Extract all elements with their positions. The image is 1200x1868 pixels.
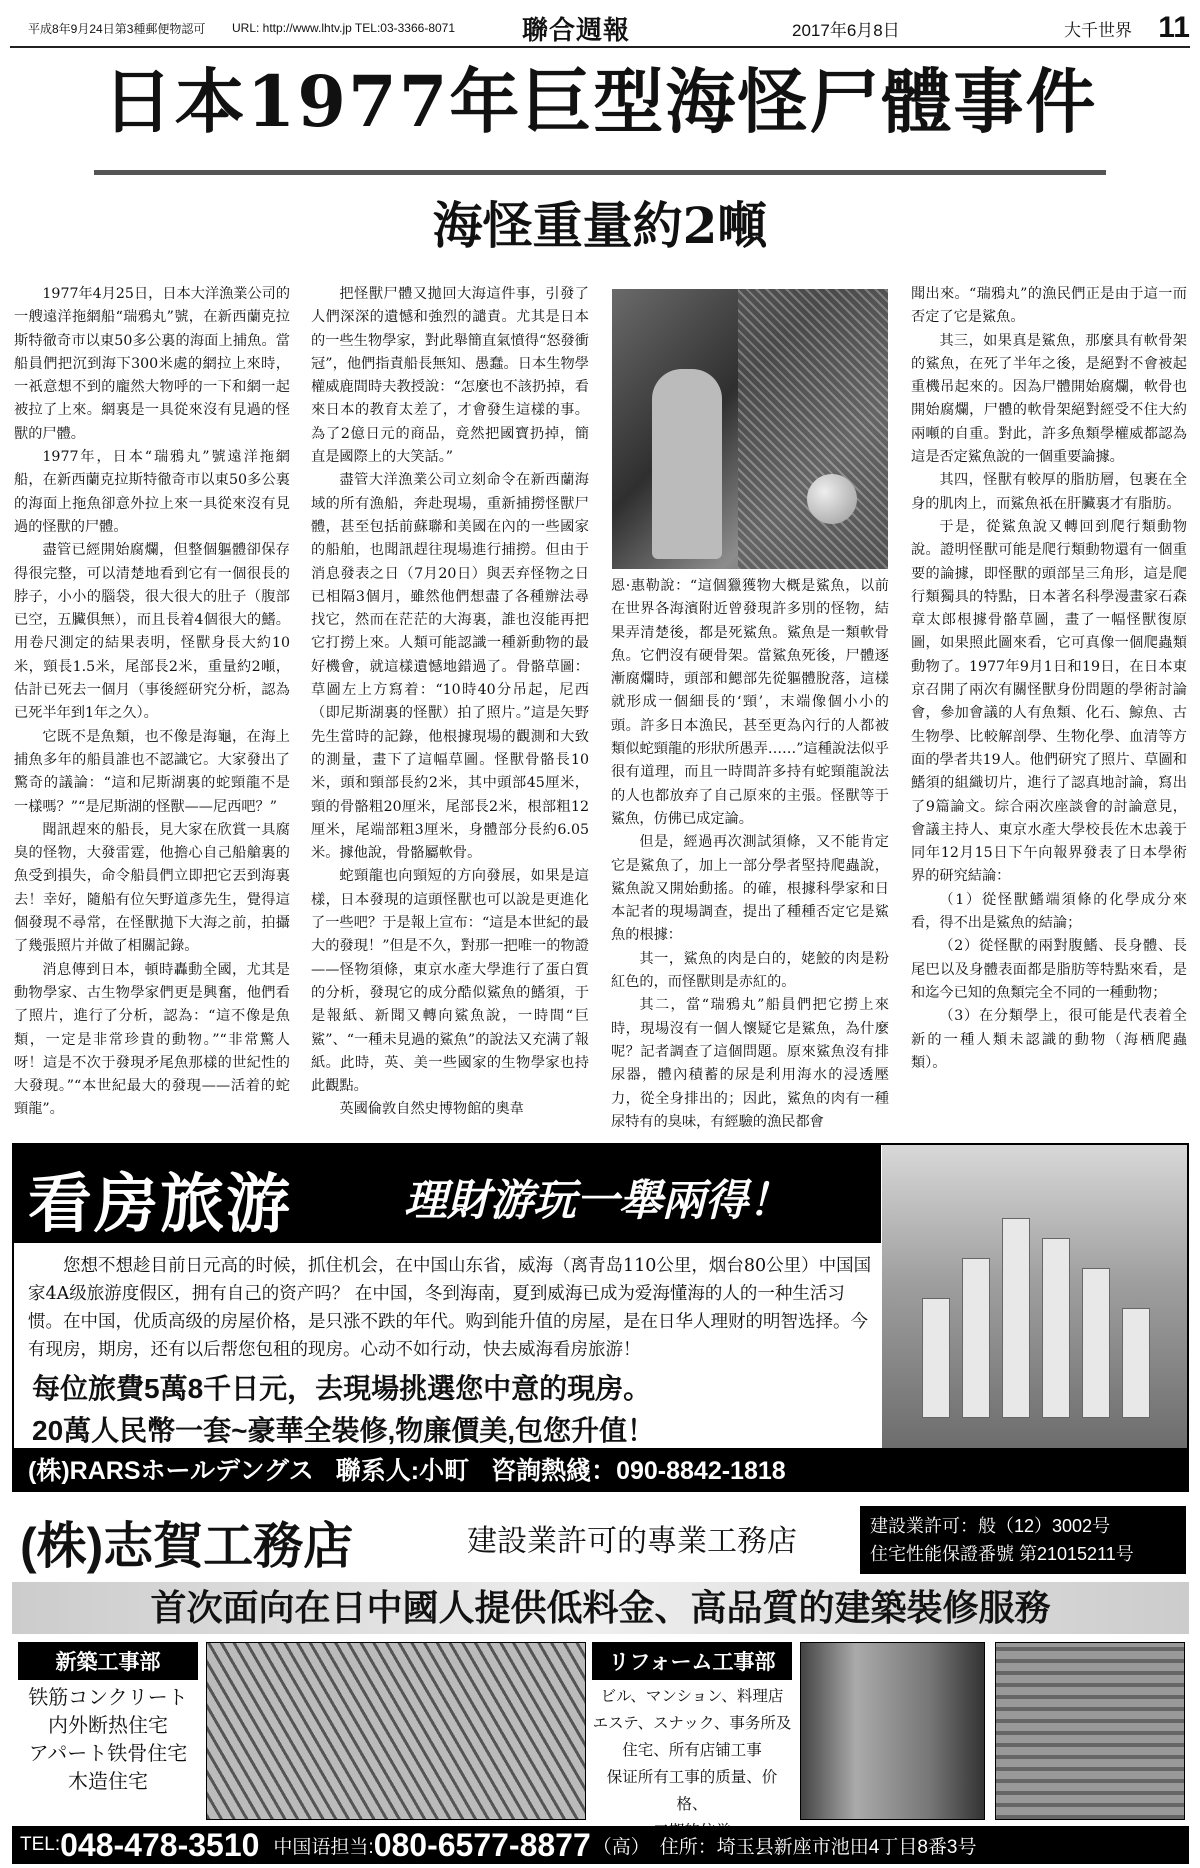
ad-title: 看房旅游 [28, 1168, 292, 1240]
license-box [860, 1506, 1186, 1574]
ad-company: (株)RARSホールデングス [28, 1457, 314, 1485]
ad-hotline[interactable]: 咨詢熱綫：090-8842-1818 [491, 1457, 786, 1485]
ad-subtitle: 理財游玩一舉兩得！ [404, 1177, 791, 1225]
tower [1082, 1268, 1110, 1418]
tel-number[interactable]: 048-478-3510 [60, 1826, 260, 1863]
paragraph: 聞訊趕來的船長，見大家在欣賞一具腐臭的怪物，大發雷霆，他擔心自己船艙裏的魚受到損失，命令船員們立即把它丟到海裏去！幸好，隨船有位矢野道彥先生，覺得這個發現不尋常，在怪獸拋下大海之前，拍攝了幾張照片并做了相關記錄。 [14, 821, 290, 955]
issue-date: 2017年6月8日 [792, 20, 900, 40]
ad-contact-bar [14, 1448, 1187, 1490]
builder-advertisement [12, 1500, 1189, 1864]
url-line[interactable]: URL: http://www.lhtv.jp TEL:03-3366-8071 [232, 21, 456, 35]
builder-contact-bar [12, 1826, 1189, 1864]
cn-tel-label: 中国语担当: [273, 1836, 374, 1858]
paragraph: 它既不是魚類，也不像是海龜，在海上捕魚多年的船員誰也不認識它。大家發出了驚奇的議論：“這和尼斯湖裏的蛇頸龍不是一樣嗎？”“是尼斯湖的怪獸——尼西吧？” [14, 728, 290, 815]
paragraph: 消息傳到日本，頓時轟動全國，尤其是動物學家、古生物學家們更是興奮，他們看了照片，進行了分析，認為：“這不像是魚類，一定是非常珍貴的動物。”“非常驚人呀！這是不次于發現矛尾魚那樣的世紀性的大發現。”“本世紀最大的發現——活着的蛇頸龍”。 [14, 961, 290, 1118]
service-item: エステ、スナック、事务所及 [592, 1714, 792, 1732]
license-line: 住宅性能保證番號 第21015211号 [870, 1544, 1134, 1564]
paragraph: 其二，當“瑞鴉丸”船員們把它撈上來時，現場沒有一個人懷疑它是鯊魚，為什麼呢？記者調查了這個問題。原來鯊魚沒有排尿器，體內積蓄的尿是利用海水的浸透壓力，從全身排出的；因此，鯊魚的肉有一種尿特有的臭味，有經驗的漁民都會 [611, 997, 889, 1130]
ad-body [28, 1252, 874, 1364]
headline-rule [94, 170, 1106, 175]
builder-address: 住所：埼玉县新座市池田4丁目8番3号 [659, 1836, 977, 1858]
tower [1122, 1308, 1150, 1418]
paragraph: 其四，怪獸有較厚的脂肪層，包裹在全身的肌肉上，而鯊魚祇在肝臟裏才有脂肪。 [911, 472, 1187, 512]
paragraph: 把怪獸尸體又拋回大海這件事，引發了人們深深的遺憾和強烈的譴責。尤其是日本的一些生物學家，對此舉簡直氣憤得“怒發衝冠”，他們指責船長無知、愚蠢。日本生物學權威鹿間時夫教授說：“怎麼也不該扔掉，看來日本的教育太差了，才會發生這樣的事。為了2億日元的商品，竟然把國寶扔掉，簡直是國際上的大笑話。” [311, 286, 589, 466]
article-column-3 [611, 575, 889, 1134]
paragraph: 其一，鯊魚的肉是白的，姥鮫的肉是粉紅色的，而怪獸則是赤紅的。 [611, 950, 889, 991]
paragraph: 盡管已經開始腐爛，但整個軀體卻保存得很完整，可以清楚地看到它有一個很長的脖子，小小的腦袋，很大很大的肚子（腹部已空，五臟俱無），而且長着4個很大的鰭。用卷尺測定的結果表明，怪獸身長大約10米，頸長1.5米，尾部長2米，重量約2噸，估計已死去一個月（事後經研究分析，認為已死半年到1年之久）。 [14, 542, 290, 722]
builder-tagline: 建設業許可的專業工務店 [467, 1524, 797, 1559]
paragraph: 聞出來。“瑞鴉丸”的漁民們正是由于這一而否定了它是鯊魚。 [911, 286, 1187, 326]
ad-title-band [14, 1145, 881, 1243]
reform-label: リフォーム工事部 [592, 1642, 792, 1680]
exterior-wall-photo [995, 1642, 1185, 1820]
paragraph: 盡管大洋漁業公司立刻命令在新西蘭海域的所有漁船，奔赴現場，重新捕撈怪獸尸體，甚至包括前蘇聯和美國在內的一些國家的船舶，也聞訊趕往現場進行捕撈。但由于消息發表之日（7月20日）與丟弃怪物之日已相隔3個月，雖然他們想盡了各種辦法尋找它，然而在茫茫的大海裏，誰也沒能再把它打撈上來。人類可能認識一種新動物的最好機會，就這樣遺憾地錯過了。骨骼草圖：草圖左上方寫着：“10時40分吊起，尼西（即尼斯湖裏的怪獸）拍了照片。”這是矢野先生當時的記錄，他根據現場的觀測和大致的測量，畫下了這幅草圖。怪獸骨骼長10米，頭和頸部長約2米，其中頭部45厘米，頸的骨骼粗20厘米，尾部長2米，根部粗12厘米，尾端部粗3厘米，身體部分長約6.05米。據他說，骨骼屬軟骨。 [311, 472, 589, 862]
steel-frame-photo [206, 1642, 586, 1820]
paragraph: 恩·惠勒說：“這個獵獲物大概是鯊魚，以前在世界各海濱附近曾發現許多別的怪物，結果弄清楚後，都是死鯊魚。鯊魚是一類軟骨魚。它們沒有硬骨架。當鯊魚死後，尸體逐漸腐爛時，頭部和鰓部先從軀體脫落，這樣就形成一個細長的‘頸’，末端像個小小的頭。許多日本漁民，甚至更為內行的人都被類似蛇頸龍的形狀所愚弄……”這種說法似乎很有道理，而且一時間許多持有蛇頸龍說法的人也都放弃了自己原來的主張。怪獸等于鯊魚，仿佛已成定論。 [611, 578, 889, 827]
page-header [10, 10, 1190, 48]
article-column-2 [311, 283, 589, 1122]
article-column-1 [14, 283, 290, 1122]
newbuild-department [18, 1642, 198, 1820]
paragraph: （2）從怪獸的兩對腹鰭、長身體、長尾巴以及身體表面都是脂肪等特點來看，是和迄今已知的魚類完全不同的一種動物； [911, 938, 1187, 1001]
tower [1002, 1218, 1030, 1418]
paragraph: 1977年，日本“瑞鴉丸”號遠洋拖網船，在新西蘭克拉斯特徹奇市以東50多公裏的海面上拖魚卻意外拉上來一具從來沒有見過的怪獸的尸體。 [14, 449, 290, 535]
service-item: 铁筋コンクリート [28, 1687, 188, 1709]
cn-contact-name: （高） [592, 1836, 650, 1858]
service-item: ビル、マンション、料理店 [600, 1687, 784, 1705]
residential-towers-image [882, 1145, 1187, 1448]
newbuild-label: 新築工事部 [18, 1642, 198, 1680]
tower [962, 1258, 990, 1418]
paragraph: （3）在分類學上，很可能是代表着全新的一種人類未認識的動物（海栖爬蟲類）。 [911, 1008, 1187, 1071]
tower [922, 1298, 950, 1418]
builder-name: (株)志賀工務店 [20, 1518, 354, 1574]
ad-contact-person: 聯系人:小町 [335, 1457, 470, 1485]
tour-advertisement [12, 1143, 1189, 1492]
service-item: 住宅、所有店铺工事 [622, 1741, 762, 1759]
service-item: アパート铁骨住宅 [28, 1743, 188, 1765]
paragraph: 于是，從鯊魚說又轉回到爬行類動物說。證明怪獸可能是爬行類動物還有一個重要的論據，即怪獸的頭部呈三角形，這是爬行類獨具的特點，日本著名科學漫畫家石森章太郎根據骨骼草圖，畫了一幅怪獸復原圖，如果照此圖來看，它可真像一個爬蟲類動物了。1977年9月1日和19日，在日本東京召開了兩次有關怪獸身份問題的學術討論會，參加會議的人有魚類、化石、鯨魚、古生物學、比較解剖學、生物化學、血清等方面的學者共19人。他們研究了照片、草圖和鰭須的組織切片，進行了認真地討論，寫出了9篇論文。綜合兩次座談會的討論意見，會議主持人、東京水產大學校長佐木忠義于同年12月15日下午向報界發表了日本學術界的研究結論： [911, 518, 1187, 885]
tel-label: TEL: [20, 1834, 61, 1855]
interior-photo [800, 1642, 985, 1820]
service-item: 保证所有工事的质量、价格、 [606, 1768, 778, 1813]
section-name: 大千世界 [1064, 20, 1132, 40]
service-item: 内外断热住宅 [48, 1715, 168, 1737]
paragraph: 1977年4月25日，日本大洋漁業公司的一艘遠洋拖網船“瑞鴉丸”號，在新西蘭克拉斯特徹奇市以東50多公裏的海面上捕魚。當船員們把沉到海下300米處的網拉上來時，一祇意想不到的龐然大物呼的一下和網一起被拉了上來。網裏是一具從來沒有見過的怪獸的尸體。 [14, 286, 291, 442]
paragraph: 英國倫敦自然史博物館的奧韋 [339, 1101, 524, 1118]
tower [1042, 1238, 1070, 1418]
license-line: 建設業許可：般（12）3002号 [870, 1516, 1111, 1536]
fishing-net [738, 289, 888, 569]
fisherman-figure [652, 369, 722, 559]
service-item: 木造住宅 [68, 1771, 148, 1793]
paragraph: 其三，如果真是鯊魚，那麼具有軟骨架的鯊魚，在死了半年之後，是絕對不會被起重機吊起來的。因為尸體開始腐爛，軟骨也開始腐爛，尸體的軟骨架絕對經受不住大約兩噸的自重。對此，許多魚類學權威都認為這是否定鯊魚說的一個重要論據。 [911, 332, 1187, 466]
postal-permit: 平成8年9月24日第3種郵便物認可 [28, 21, 206, 36]
fishermen-photo [612, 289, 888, 569]
paragraph: 蛇頸龍也向頸短的方向發展，如果是這樣，日本發現的這頭怪獸也可以說是更進化了一些吧？于是報上宣布：“這是本世紀的最大的發現！”但是不久，對那一把唯一的物證——怪物須條，東京水產大學進行了蛋白質的分析，發現它的成分酷似鯊魚的鰭須，于是報紙、新聞又轉向鯊魚說，一時間“巨鯊”、“一種未見過的鯊魚”的說法又充满了報紙。此時，英、美一些國家的生物學家也持此觀點。 [311, 868, 589, 1095]
builder-slogan: 首次面向在日中國人提供低料金、高品質的建築裝修服務 [12, 1582, 1189, 1634]
cn-tel-number[interactable]: 080-6577-8877 [373, 1826, 591, 1863]
net-float [807, 474, 857, 524]
paragraph: （1）從怪獸鰭端須條的化學成分來看，得不出是鯊魚的結論； [911, 891, 1187, 932]
paper-name: 聯合週報 [522, 14, 631, 45]
article-column-4 [911, 283, 1187, 1075]
ad-offer-line: 20萬人民幣一套~豪華全裝修,物廉價美,包您升值！ [32, 1415, 656, 1446]
paragraph: 但是，經過再次測試須條，又不能肯定它是鯊魚了，加上一部分學者堅持爬蟲說，鯊魚說又開始動搖。的確，根據科學家和日本記者的現場調查，提出了種種否定它是鯊魚的根據： [611, 834, 889, 944]
ad-body-text: 您想不想趁目前日元高的时候，抓住机会，在中国山东省，威海（离青岛110公里，烟台80公里）中国国家4A级旅游度假区，拥有自己的资产吗？ 在中国，冬到海南，夏到威海已成为爱海懂海的人的一种生活习惯。在中国，优质高级的房屋价格，是只涨不跌的年代。购到能升值的房屋，是在日华人理财的明智选择。今有现房，期房，还有以后帮您包租的现房。心动不如行动，快去威海看房旅游！ [28, 1256, 872, 1360]
article-subheadline: 海怪重量約2噸 [432, 196, 768, 255]
page-number: 11 [1158, 11, 1190, 44]
reform-department [592, 1642, 792, 1820]
article-headline: 日本1977年巨型海怪尸體事件 [102, 60, 1098, 143]
ad-price-line: 每位旅費5萬8千日元，去現場挑選您中意的現房。 [32, 1373, 652, 1404]
